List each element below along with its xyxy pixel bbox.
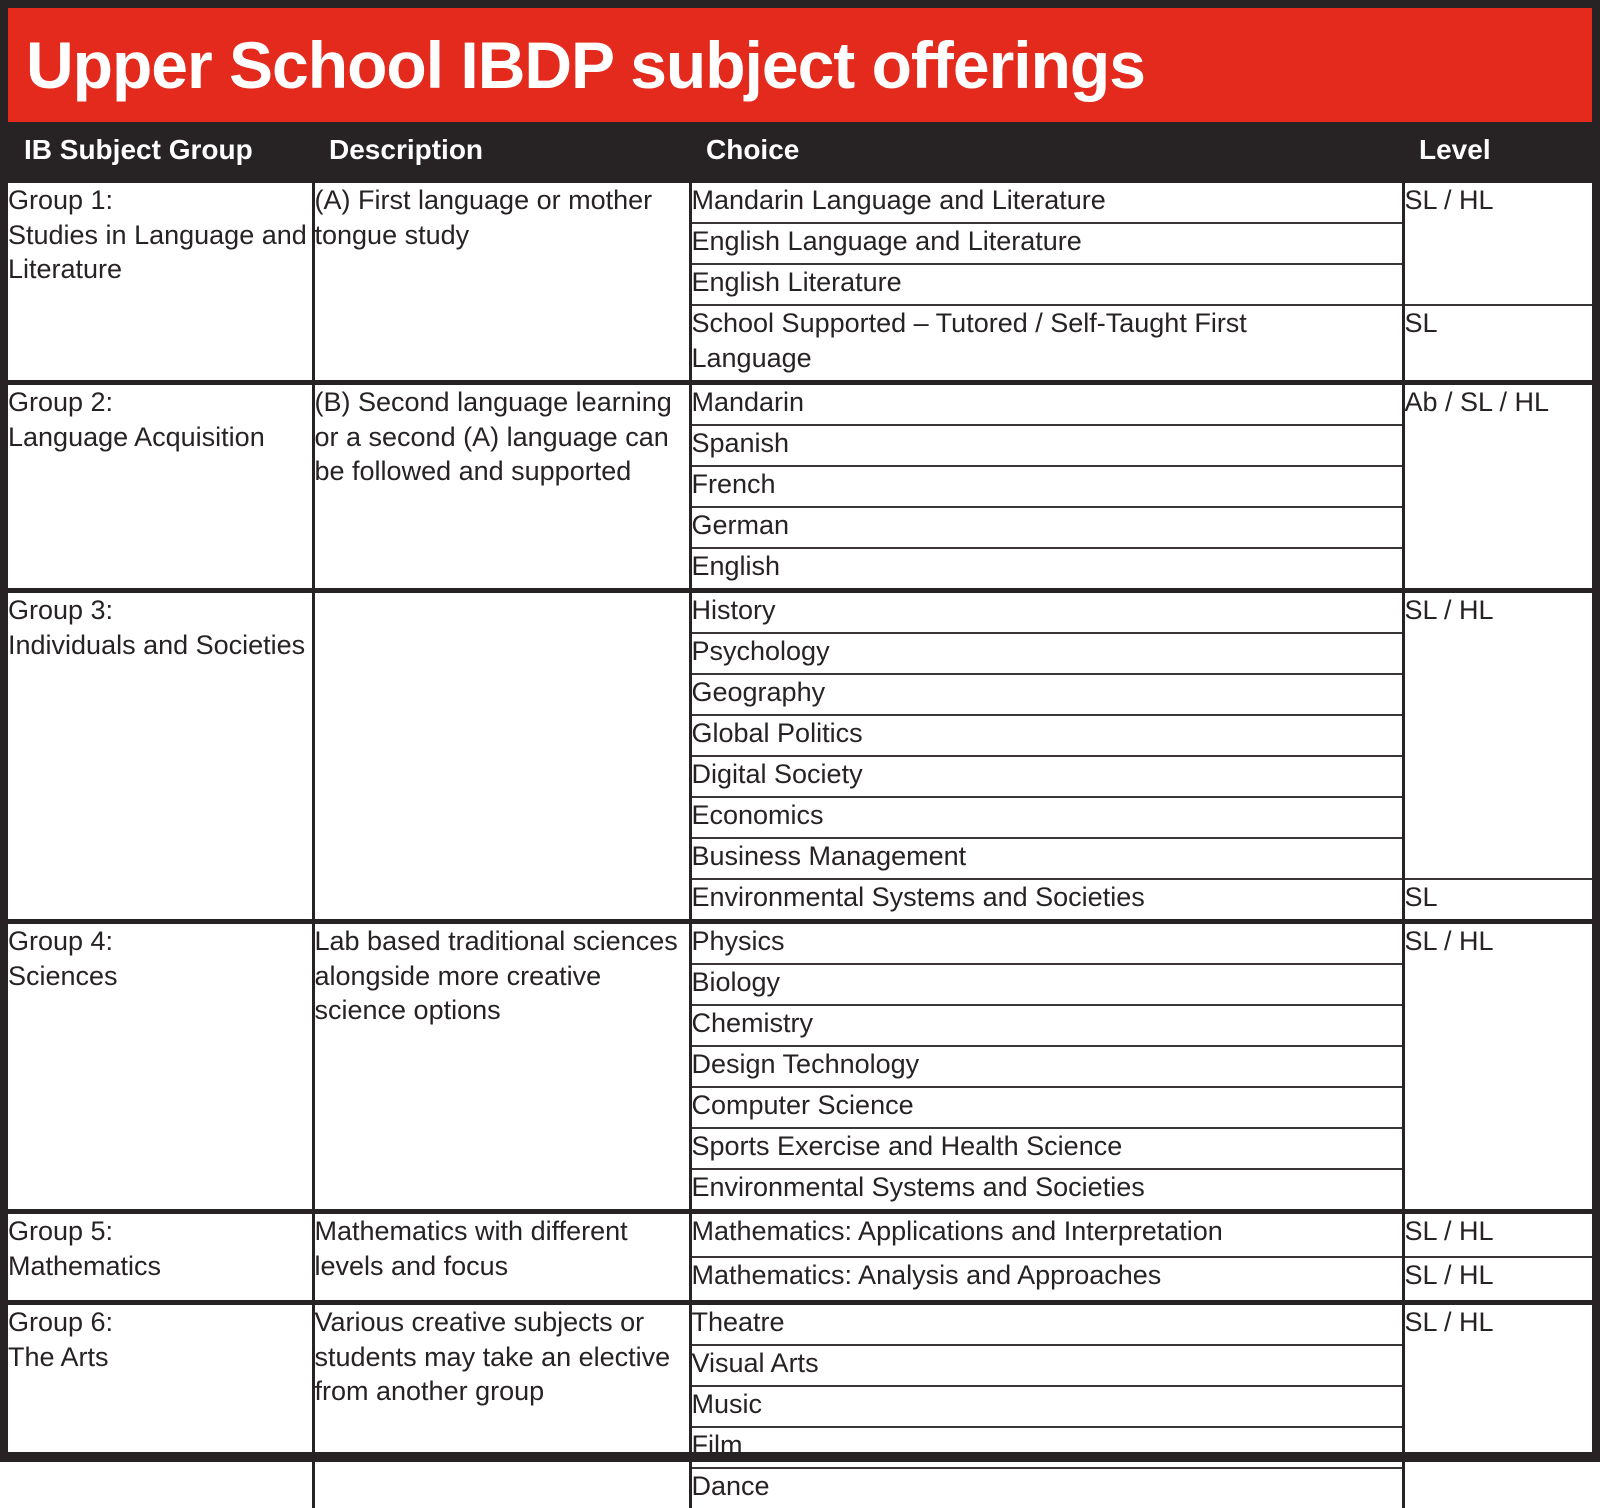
choice-cell: German [690,507,1403,548]
choice-cell: English Literature [690,264,1403,305]
level-cell: SL / HL [1403,922,1592,1212]
choice-cell: Economics [690,797,1403,838]
choice-cell: Environmental Systems and Societies [690,879,1403,922]
subject-offerings-table [8,122,1592,1508]
level-cell: SL / HL [1403,591,1592,880]
description-cell: (A) First language or mother tongue study [313,181,690,383]
choice-cell: French [690,466,1403,507]
group-number: Group 5: [8,1214,312,1249]
group-cell [8,181,313,383]
level-cell: SL / HL [1403,1212,1592,1258]
choice-cell: English [690,548,1403,591]
table-row [8,1212,1592,1258]
group-4-section [8,922,1592,1212]
group-6-section [8,1303,1592,1508]
group-number: Group 4: [8,924,312,959]
choice-cell: Music [690,1386,1403,1427]
group-cell [8,1303,313,1508]
choice-cell: Biology [690,964,1403,1005]
group-2-section [8,383,1592,591]
group-number: Group 2: [8,385,312,420]
choice-cell: Global Politics [690,715,1403,756]
level-cell: Ab / SL / HL [1403,383,1592,591]
choice-cell: Dance [690,1468,1403,1508]
choice-cell: Mathematics: Applications and Interpretation [690,1212,1403,1258]
group-name: Sciences [8,959,312,994]
column-header-ib-subject-group: IB Subject Group [8,122,313,181]
choice-cell: Physics [690,922,1403,965]
page-title: Upper School IBDP subject offerings [8,8,1592,122]
level-cell: SL [1403,305,1592,383]
table-row [8,922,1592,965]
level-cell: SL / HL [1403,1303,1592,1508]
choice-cell: Geography [690,674,1403,715]
choice-cell: Chemistry [690,1005,1403,1046]
choice-cell: Computer Science [690,1087,1403,1128]
group-number: Group 3: [8,593,312,628]
choice-cell: Mandarin Language and Literature [690,181,1403,224]
description-cell: Various creative subjects or students may take an elective from another group [313,1303,690,1508]
choice-cell: English Language and Literature [690,223,1403,264]
choice-cell: Business Management [690,838,1403,879]
group-cell [8,1212,313,1303]
choice-cell: Mathematics: Analysis and Approaches [690,1257,1403,1303]
column-header-description: Description [313,122,690,181]
group-name: Mathematics [8,1249,312,1284]
table-row [8,181,1592,224]
group-5-section [8,1212,1592,1303]
choice-cell: Mandarin [690,383,1403,426]
description-cell: Lab based traditional sciences alongside more creative science options [313,922,690,1212]
choice-cell: Film [690,1427,1403,1468]
choice-cell: Psychology [690,633,1403,674]
choice-cell: Digital Society [690,756,1403,797]
level-cell: SL [1403,879,1592,922]
group-cell [8,591,313,922]
description-cell: (B) Second language learning or a second (A) language can be followed and supported [313,383,690,591]
level-cell: SL / HL [1403,1257,1592,1303]
choice-cell: Spanish [690,425,1403,466]
choice-cell: Theatre [690,1303,1403,1346]
column-header-level: Level [1403,122,1592,181]
column-header-row [8,122,1592,181]
choice-cell: Environmental Systems and Societies [690,1169,1403,1212]
group-name: The Arts [8,1340,312,1375]
description-cell [313,591,690,922]
group-name: Studies in Language and Literature [8,218,312,287]
table-row [8,1303,1592,1346]
choice-cell: Design Technology [690,1046,1403,1087]
group-3-section [8,591,1592,922]
choice-cell: School Supported – Tutored / Self-Taught First Language [690,305,1403,383]
group-name: Language Acquisition [8,420,312,455]
table-row [8,383,1592,426]
choice-cell: History [690,591,1403,634]
table-row [8,591,1592,634]
group-number: Group 6: [8,1305,312,1340]
description-cell: Mathematics with different levels and focus [313,1212,690,1303]
group-1-section [8,181,1592,383]
group-number: Group 1: [8,183,312,218]
group-name: Individuals and Societies [8,628,312,663]
choice-cell: Sports Exercise and Health Science [690,1128,1403,1169]
group-cell [8,922,313,1212]
level-cell: SL / HL [1403,181,1592,306]
column-header-choice: Choice [690,122,1403,181]
choice-cell: Visual Arts [690,1345,1403,1386]
group-cell [8,383,313,591]
